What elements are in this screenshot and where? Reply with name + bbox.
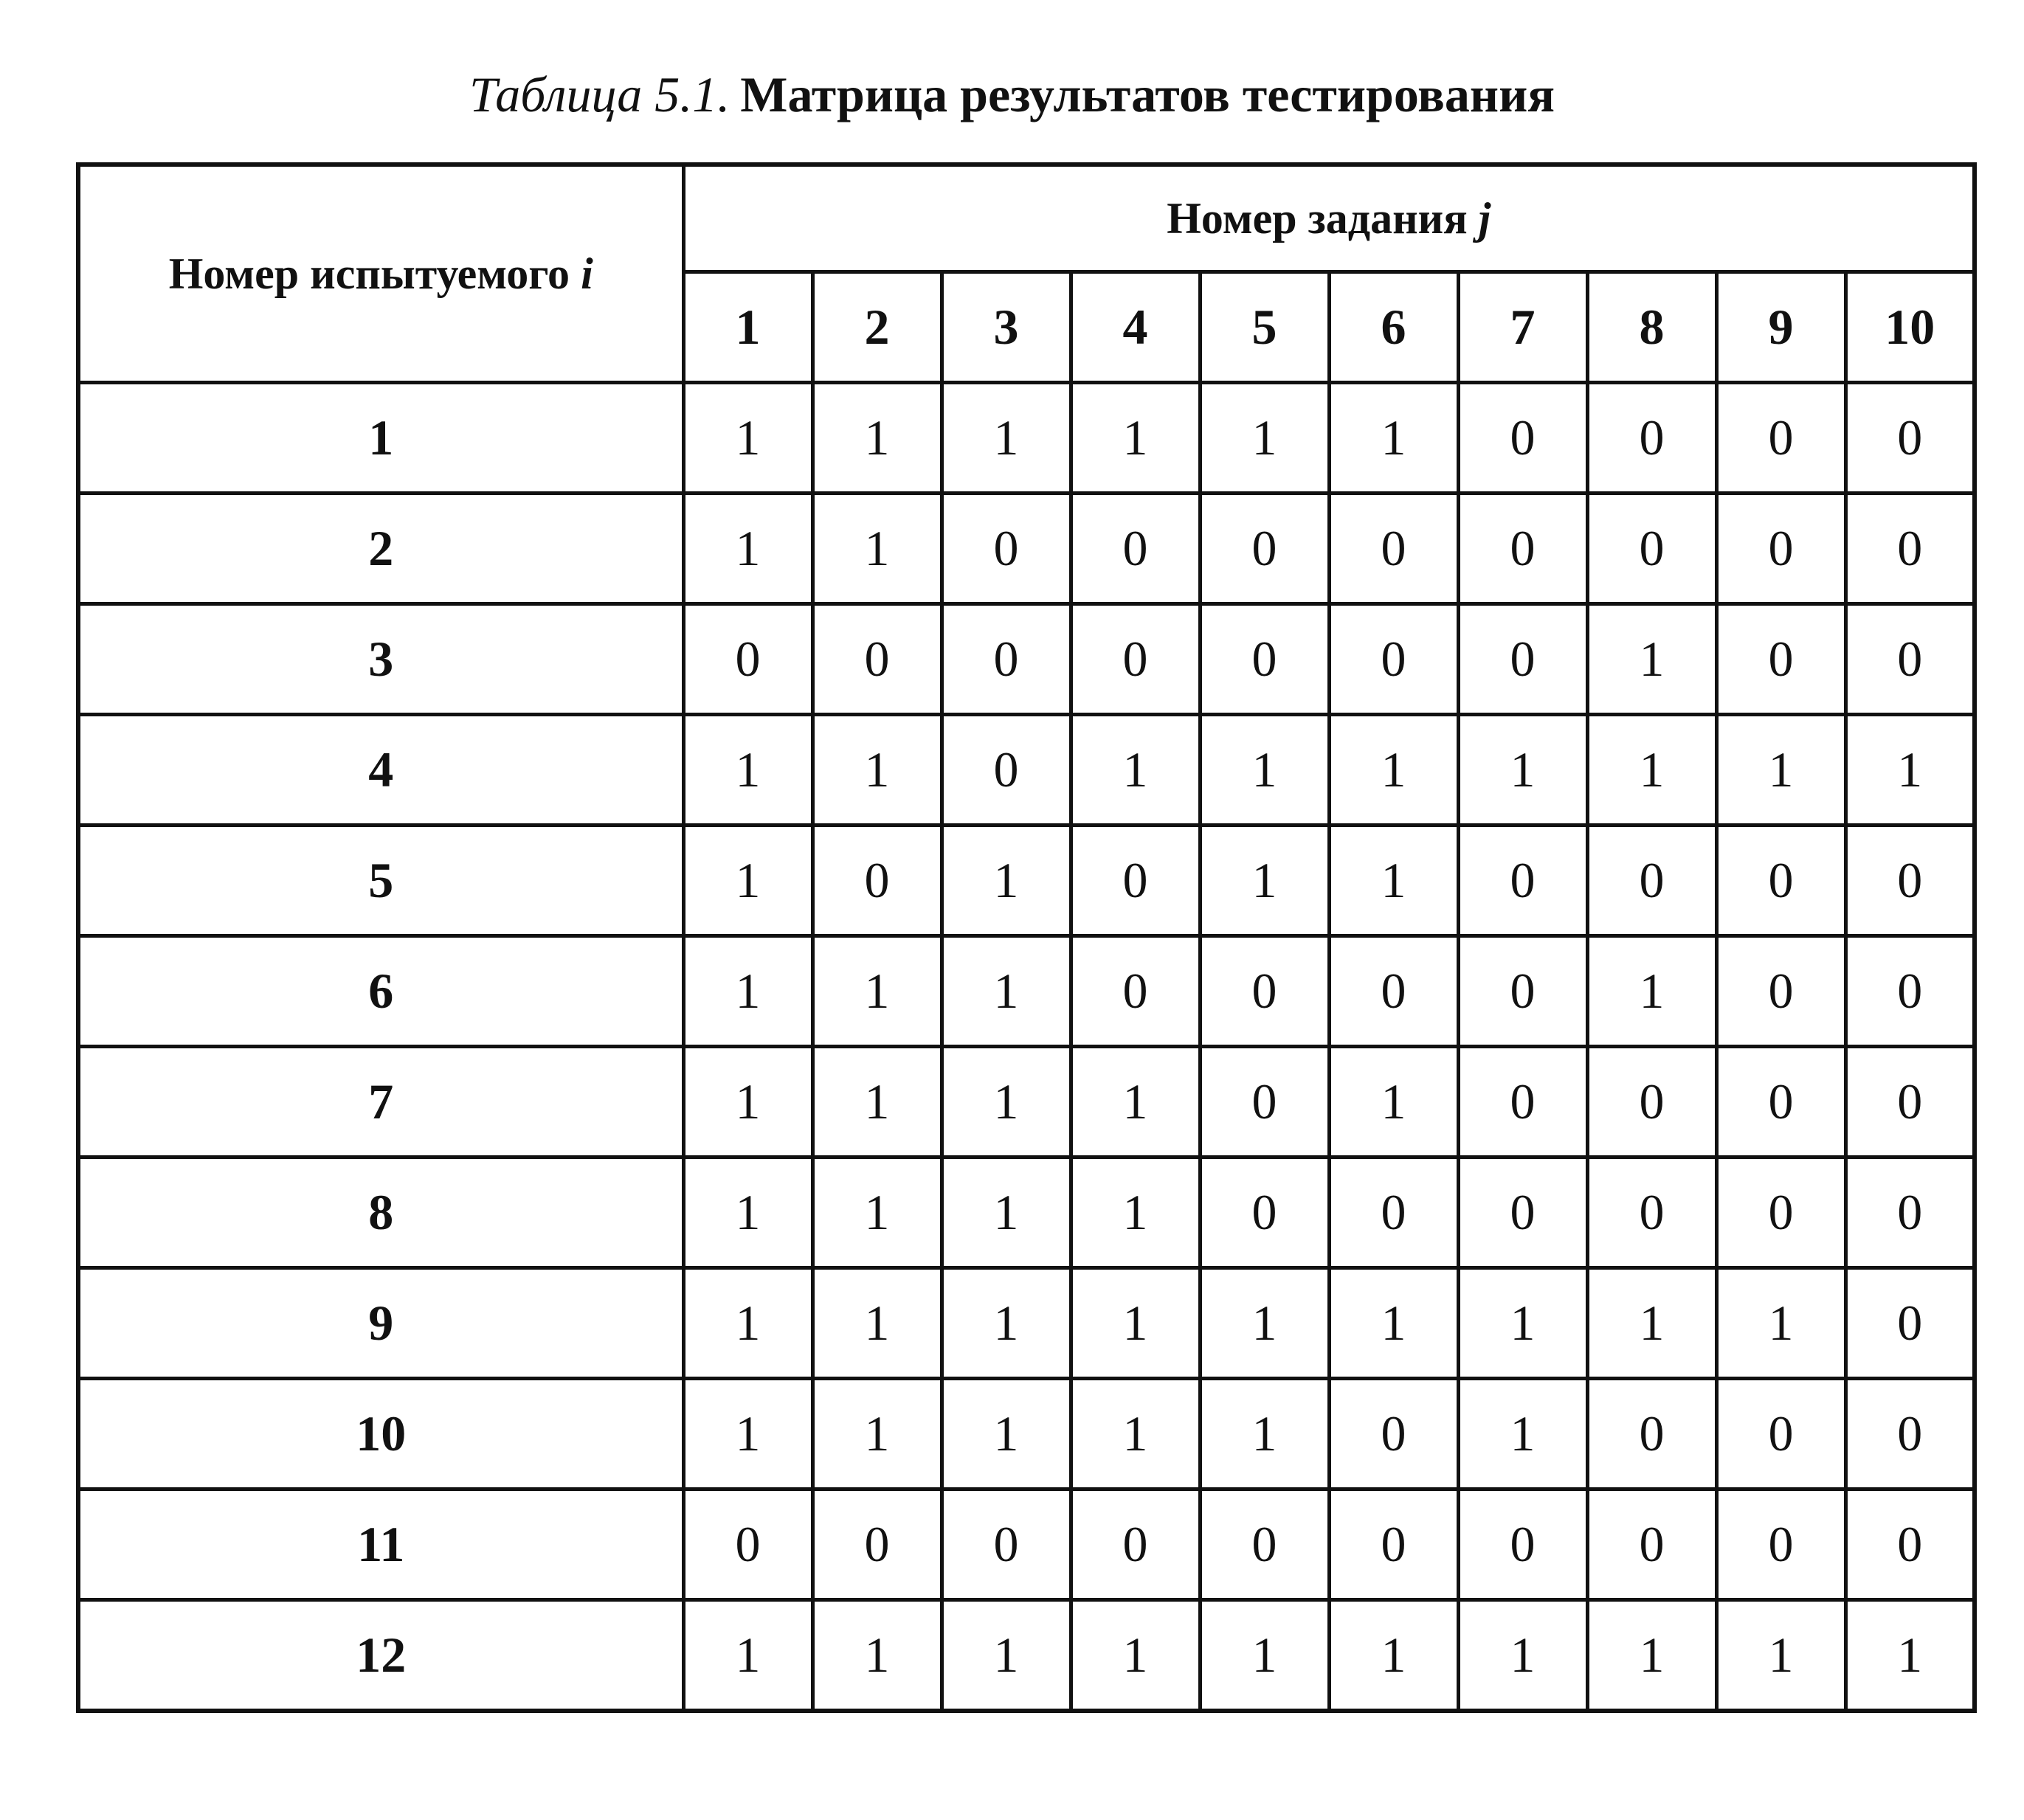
result-cell: 0	[1845, 1268, 1975, 1379]
result-cell: 1	[942, 1158, 1071, 1268]
table-row	[78, 604, 1975, 715]
subject-number-cell: 10	[78, 1379, 683, 1489]
result-cell: 0	[1071, 1489, 1200, 1600]
subject-number-cell: 4	[78, 715, 683, 826]
result-cell: 1	[812, 1047, 942, 1158]
task-number-4: 4	[1071, 272, 1200, 383]
result-cell: 0	[1071, 604, 1200, 715]
subject-number-cell: 6	[78, 936, 683, 1047]
result-cell: 0	[1458, 1158, 1587, 1268]
caption-title: Матрица результатов тестирования	[740, 66, 1555, 122]
result-cell: 0	[1845, 604, 1975, 715]
result-cell: 1	[1716, 1600, 1845, 1712]
result-cell: 0	[942, 715, 1071, 826]
result-cell: 0	[1845, 383, 1975, 494]
result-cell: 0	[1587, 494, 1716, 604]
result-cell: 1	[683, 1379, 812, 1489]
result-cell: 1	[1329, 1268, 1458, 1379]
task-number-10: 10	[1845, 272, 1975, 383]
subject-header-text: Номер испытуемого	[168, 249, 570, 298]
task-number-header	[683, 165, 1975, 272]
table-row	[78, 383, 1975, 494]
result-cell: 1	[942, 1379, 1071, 1489]
subject-number-cell: 7	[78, 1047, 683, 1158]
result-cell: 1	[812, 383, 942, 494]
result-cell: 1	[942, 936, 1071, 1047]
result-cell: 0	[1587, 1379, 1716, 1489]
result-cell: 1	[1071, 1158, 1200, 1268]
result-cell: 0	[812, 1489, 942, 1600]
result-cell: 1	[683, 494, 812, 604]
result-cell: 0	[1458, 494, 1587, 604]
result-cell: 0	[1716, 604, 1845, 715]
table-row	[78, 1379, 1975, 1489]
subject-index-variable: i	[581, 249, 593, 298]
result-cell: 0	[1071, 826, 1200, 936]
table-row	[78, 826, 1975, 936]
table-row	[78, 715, 1975, 826]
result-cell: 0	[1845, 1158, 1975, 1268]
subject-number-cell: 5	[78, 826, 683, 936]
result-cell: 1	[1845, 715, 1975, 826]
result-cell: 1	[1458, 1379, 1587, 1489]
caption-label: Таблица 5.1.	[469, 66, 730, 122]
result-cell: 0	[1200, 1158, 1329, 1268]
result-cell: 1	[1716, 1268, 1845, 1379]
result-cell: 0	[1845, 1047, 1975, 1158]
result-cell: 0	[683, 1489, 812, 1600]
result-cell: 1	[812, 1158, 942, 1268]
result-cell: 1	[1716, 715, 1845, 826]
results-matrix-table	[76, 162, 1977, 1713]
table-row	[78, 1268, 1975, 1379]
result-cell: 1	[683, 1158, 812, 1268]
result-cell: 1	[1200, 1268, 1329, 1379]
result-cell: 0	[1845, 826, 1975, 936]
result-cell: 0	[1587, 1489, 1716, 1600]
result-cell: 1	[1329, 383, 1458, 494]
result-cell: 1	[683, 715, 812, 826]
result-cell: 1	[1200, 1600, 1329, 1712]
result-cell: 0	[1458, 1047, 1587, 1158]
result-cell: 1	[1071, 715, 1200, 826]
result-cell: 1	[1458, 1268, 1587, 1379]
result-cell: 0	[1716, 1047, 1845, 1158]
table-header	[78, 165, 1975, 383]
result-cell: 0	[942, 1489, 1071, 1600]
result-cell: 1	[1587, 715, 1716, 826]
result-cell: 1	[1329, 826, 1458, 936]
result-cell: 0	[1071, 494, 1200, 604]
result-cell: 0	[942, 604, 1071, 715]
result-cell: 1	[1329, 1047, 1458, 1158]
result-cell: 0	[1716, 494, 1845, 604]
result-cell: 1	[1071, 1600, 1200, 1712]
result-cell: 1	[1200, 715, 1329, 826]
subject-number-cell: 8	[78, 1158, 683, 1268]
result-cell: 0	[812, 826, 942, 936]
table-row	[78, 1600, 1975, 1712]
task-index-variable: j	[1478, 193, 1491, 243]
result-cell: 1	[683, 936, 812, 1047]
result-cell: 1	[812, 1600, 942, 1712]
result-cell: 0	[1200, 1489, 1329, 1600]
result-cell: 1	[942, 1047, 1071, 1158]
task-number-6: 6	[1329, 272, 1458, 383]
result-cell: 0	[1329, 1158, 1458, 1268]
result-cell: 0	[1845, 936, 1975, 1047]
result-cell: 1	[812, 715, 942, 826]
result-cell: 0	[1200, 494, 1329, 604]
result-cell: 0	[1458, 936, 1587, 1047]
result-cell: 0	[1716, 1489, 1845, 1600]
result-cell: 1	[812, 936, 942, 1047]
result-cell: 0	[1845, 1489, 1975, 1600]
result-cell: 0	[1458, 604, 1587, 715]
task-number-7: 7	[1458, 272, 1587, 383]
result-cell: 1	[1200, 1379, 1329, 1489]
result-cell: 1	[1587, 936, 1716, 1047]
subject-number-cell: 3	[78, 604, 683, 715]
task-number-5: 5	[1200, 272, 1329, 383]
result-cell: 1	[1587, 604, 1716, 715]
table-row	[78, 1158, 1975, 1268]
result-cell: 0	[1071, 936, 1200, 1047]
subject-number-cell: 11	[78, 1489, 683, 1600]
table-row	[78, 936, 1975, 1047]
result-cell: 1	[1071, 1379, 1200, 1489]
result-cell: 0	[1458, 1489, 1587, 1600]
result-cell: 1	[942, 1600, 1071, 1712]
result-cell: 0	[1329, 1379, 1458, 1489]
result-cell: 0	[1458, 383, 1587, 494]
result-cell: 0	[1845, 494, 1975, 604]
result-cell: 0	[812, 604, 942, 715]
task-number-2: 2	[812, 272, 942, 383]
table-row	[78, 494, 1975, 604]
table-row	[78, 1047, 1975, 1158]
task-number-1: 1	[683, 272, 812, 383]
result-cell: 0	[1200, 604, 1329, 715]
result-cell: 1	[812, 1379, 942, 1489]
result-cell: 1	[683, 826, 812, 936]
result-cell: 1	[1845, 1600, 1975, 1712]
header-row-top	[78, 165, 1975, 272]
result-cell: 0	[1716, 1158, 1845, 1268]
task-number-9: 9	[1716, 272, 1845, 383]
result-cell: 1	[812, 494, 942, 604]
result-cell: 1	[812, 1268, 942, 1379]
subject-number-header	[78, 165, 683, 383]
result-cell: 0	[1329, 936, 1458, 1047]
result-cell: 1	[683, 1268, 812, 1379]
result-cell: 0	[1458, 826, 1587, 936]
result-cell: 0	[1716, 826, 1845, 936]
result-cell: 1	[1458, 715, 1587, 826]
subject-number-cell: 1	[78, 383, 683, 494]
table-body	[78, 383, 1975, 1712]
task-number-8: 8	[1587, 272, 1716, 383]
result-cell: 1	[942, 383, 1071, 494]
result-cell: 0	[1329, 604, 1458, 715]
subject-number-cell: 12	[78, 1600, 683, 1712]
subject-number-cell: 9	[78, 1268, 683, 1379]
task-number-3: 3	[942, 272, 1071, 383]
result-cell: 1	[1458, 1600, 1587, 1712]
result-cell: 1	[683, 1600, 812, 1712]
subject-number-cell: 2	[78, 494, 683, 604]
result-cell: 1	[1200, 826, 1329, 936]
result-cell: 1	[1329, 1600, 1458, 1712]
result-cell: 0	[942, 494, 1071, 604]
result-cell: 0	[1845, 1379, 1975, 1489]
result-cell: 0	[1716, 383, 1845, 494]
result-cell: 1	[1200, 383, 1329, 494]
result-cell: 1	[942, 826, 1071, 936]
result-cell: 0	[1587, 383, 1716, 494]
table-row	[78, 1489, 1975, 1600]
result-cell: 0	[1200, 1047, 1329, 1158]
result-cell: 0	[1587, 826, 1716, 936]
result-cell: 0	[1587, 1047, 1716, 1158]
result-cell: 1	[1071, 1047, 1200, 1158]
result-cell: 0	[1200, 936, 1329, 1047]
table-caption	[0, 58, 2024, 131]
result-cell: 0	[1329, 494, 1458, 604]
result-cell: 0	[1587, 1158, 1716, 1268]
result-cell: 0	[1716, 1379, 1845, 1489]
result-cell: 1	[1071, 1268, 1200, 1379]
result-cell: 1	[942, 1268, 1071, 1379]
result-cell: 0	[683, 604, 812, 715]
result-cell: 0	[1329, 1489, 1458, 1600]
task-header-text: Номер задания	[1167, 193, 1468, 243]
result-cell: 1	[1071, 383, 1200, 494]
result-cell: 1	[1587, 1268, 1716, 1379]
result-cell: 0	[1716, 936, 1845, 1047]
result-cell: 1	[683, 1047, 812, 1158]
result-cell: 1	[1329, 715, 1458, 826]
result-cell: 1	[1587, 1600, 1716, 1712]
result-cell: 1	[683, 383, 812, 494]
